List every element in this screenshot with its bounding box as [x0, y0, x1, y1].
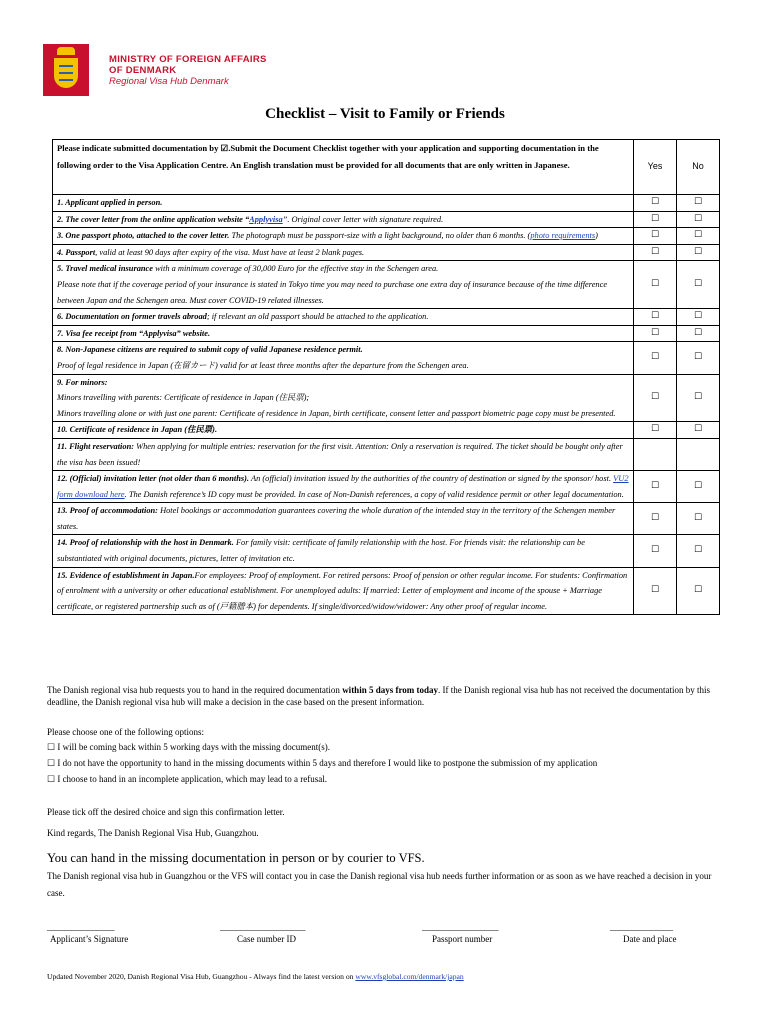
- check-icon: ☑: [220, 143, 229, 153]
- handin-text: The Danish regional visa hub in Guangzhou or the VFS will contact you in case the Danish regional visa hub needs further information or as soon as we have reached a decision in your case.: [47, 871, 712, 898]
- org-line-3: Regional Visa Hub Denmark: [109, 76, 229, 87]
- ministry-header: [109, 54, 267, 87]
- col-yes-header: Yes: [634, 140, 677, 195]
- yes-checkbox[interactable]: ☐: [634, 244, 677, 261]
- vu2-form-link[interactable]: VU2 form download here: [57, 474, 629, 499]
- table-row: 10. Certificate of residence in Japan (住民票). ☐ ☐: [53, 422, 720, 439]
- footer: Updated November 2020, Danish Regional Visa Hub, Guangzhou - Always find the latest version on www.vfsglobal.com/denmark/japan: [47, 972, 464, 981]
- regards-text: Kind regards, The Danish Regional Visa Hub, Guangzhou.: [47, 828, 259, 838]
- yes-checkbox[interactable]: ☐: [634, 228, 677, 245]
- date-place-label: Date and place: [623, 934, 677, 944]
- table-row: 11. Flight reservation: When applying for multiple entries: reservation for the first visit. Attention: Only a reservation is required. The ticket should be bought only after the visa has been issued!: [53, 438, 720, 470]
- table-row: 2. The cover letter from the online application website “Applyvisa”. Original cover letter with signature required. ☐ ☐: [53, 211, 720, 228]
- table-row: 1. Applicant applied in person. ☐ ☐: [53, 195, 720, 212]
- table-row: 15. Evidence of establishment in Japan.For employees: Proof of employment. For retired persons: Proof of pension or other regular income. For students: Confirmation of enrolment with a university or other educational establishment. For unemployed adults: If married: Letter of employment and income of the spouse + Marriage certificate, or registered partnership such as of (戸籍謄本) for dependents. If single/divorced/widow/widower: Any other proof of regular income. ☐ ☐: [53, 567, 720, 615]
- table-row: 3. One passport photo, attached to the cover letter. The photograph must be passport-size with a light background, no older than 6 months. (photo requirements) ☐ ☐: [53, 228, 720, 245]
- yes-checkbox[interactable]: ☐: [634, 567, 677, 615]
- yes-checkbox[interactable]: ☐: [634, 309, 677, 326]
- passport-number-line[interactable]: _________________: [422, 922, 499, 932]
- no-checkbox[interactable]: ☐: [677, 325, 720, 342]
- deadline-notice: The Danish regional visa hub requests you to hand in the required documentation within 5 days from today. If the Danish regional visa hub has not received the documentation by this deadline, the Danish regional visa hub will make a decision in the case based on the present information.: [47, 685, 710, 707]
- yes-checkbox[interactable]: ☐: [634, 261, 677, 309]
- vfs-link[interactable]: www.vfsglobal.com/denmark/japan: [355, 972, 464, 981]
- table-row: 12. (Official) invitation letter (not older than 6 months). An (official) invitation issued by the authorities of the country of destination or signed by the sponsor/ host. VU2 form download here. The Danish reference’s ID copy must be provided. In case of Non-Danish references, a copy of valid residence permit or other legal documentation. ☐ ☐: [53, 471, 720, 503]
- no-checkbox[interactable]: ☐: [677, 309, 720, 326]
- yes-checkbox[interactable]: ☐: [634, 342, 677, 374]
- shield-shape: [54, 58, 78, 88]
- passport-number-label: Passport number: [432, 934, 493, 944]
- handin-title: You can hand in the missing documentation in person or by courier to VFS.: [47, 851, 425, 865]
- options-intro: Please choose one of the following options:: [47, 727, 204, 737]
- table-row: 14. Proof of relationship with the host in Denmark. For family visit: certificate of family relationship with the host. For friends visit: the relationship can be substantiated with original documents, pictures, letter of invitation etc. ☐ ☐: [53, 535, 720, 567]
- option-2[interactable]: ☐ I do not have the opportunity to hand in the missing documents within 5 days and therefore I would like to postpone the submission of my application: [47, 758, 598, 768]
- table-row: 6. Documentation on former travels abroad; if relevant an old passport should be attached to the application. ☐ ☐: [53, 309, 720, 326]
- no-checkbox[interactable]: ☐: [677, 195, 720, 212]
- no-checkbox[interactable]: ☐: [677, 535, 720, 567]
- coat-of-arms-icon: [43, 44, 89, 96]
- org-line-2: OF DENMARK: [109, 65, 177, 76]
- table-row: 5. Travel medical insurance with a minimum coverage of 30,000 Euro for the effective stay in the Schengen area. Please note that if the coverage period of your insurance is stated in Tokyo time you may need to purchase one extra day of insurance because of the time difference between Japan and the Schengen area. Must cover COVID-19 related illnesses. ☐ ☐: [53, 261, 720, 309]
- photo-requirements-link[interactable]: photo requirements: [530, 231, 596, 241]
- date-place-line[interactable]: ______________: [610, 922, 673, 932]
- yes-checkbox[interactable]: ☐: [634, 471, 677, 503]
- applicant-signature-label: Applicant’s Signature: [50, 934, 129, 944]
- applyvisa-link[interactable]: Applyvisa: [249, 214, 283, 224]
- no-checkbox[interactable]: ☐: [677, 503, 720, 535]
- yes-checkbox[interactable]: ☐: [634, 503, 677, 535]
- no-checkbox[interactable]: ☐: [677, 374, 720, 422]
- table-row: 4. Passport, valid at least 90 days after expiry of the visa. Must have at least 2 blank pages. ☐ ☐: [53, 244, 720, 261]
- yes-checkbox[interactable]: ☐: [634, 422, 677, 439]
- table-row: 13. Proof of accommodation: Hotel bookings or accommodation guarantees covering the whole duration of the intended stay in the territory of the Schengen member states. ☐ ☐: [53, 503, 720, 535]
- table-row: 7. Visa fee receipt from “Applyvisa” website. ☐ ☐: [53, 325, 720, 342]
- table-row: 9. For minors: Minors travelling with parents: Certificate of residence in Japan (住民票); Minors travelling alone or with just one parent: Certificate of residence in Japan, birth certificate, consent letter and passport biometric page copy must be presented. ☐ ☐: [53, 374, 720, 422]
- yes-checkbox[interactable]: ☐: [634, 535, 677, 567]
- case-number-line[interactable]: ___________________: [220, 922, 306, 932]
- page-title: Checklist – Visit to Family or Friends: [265, 106, 505, 122]
- yes-checkbox[interactable]: ☐: [634, 325, 677, 342]
- option-3[interactable]: ☐ I choose to hand in an incomplete application, which may lead to a refusal.: [47, 774, 327, 784]
- option-1[interactable]: ☐ I will be coming back within 5 working days with the missing document(s).: [47, 742, 331, 752]
- org-line-1: MINISTRY OF FOREIGN AFFAIRS: [109, 54, 267, 65]
- case-number-label: Case number ID: [237, 934, 296, 944]
- yes-checkbox[interactable]: ☐: [634, 195, 677, 212]
- yes-checkbox[interactable]: ☐: [634, 211, 677, 228]
- table-row: 8. Non-Japanese citizens are required to submit copy of valid Japanese residence permit. Proof of legal residence in Japan (在留カード) valid for at least three months after the departure from the Schengen area. ☐ ☐: [53, 342, 720, 374]
- table-intro: Please indicate submitted documentation by ☑.Submit the Document Checklist together with your application and supporting documentation in the following order to the Visa Application Centre. An English translation must be provided for all documents that are only written in Japanese.: [53, 140, 634, 195]
- crown-shape: [57, 47, 75, 55]
- signature-line[interactable]: _______________: [47, 922, 115, 932]
- checklist-table: [52, 139, 720, 615]
- confirm-text: Please tick off the desired choice and sign this confirmation letter.: [47, 807, 285, 817]
- no-checkbox[interactable]: ☐: [677, 261, 720, 309]
- no-checkbox[interactable]: ☐: [677, 422, 720, 439]
- yes-checkbox[interactable]: ☐: [634, 374, 677, 422]
- no-checkbox[interactable]: ☐: [677, 342, 720, 374]
- no-checkbox[interactable]: ☐: [677, 471, 720, 503]
- no-checkbox[interactable]: ☐: [677, 567, 720, 615]
- col-no-header: No: [677, 140, 720, 195]
- no-checkbox[interactable]: ☐: [677, 228, 720, 245]
- no-checkbox[interactable]: ☐: [677, 211, 720, 228]
- no-checkbox[interactable]: ☐: [677, 244, 720, 261]
